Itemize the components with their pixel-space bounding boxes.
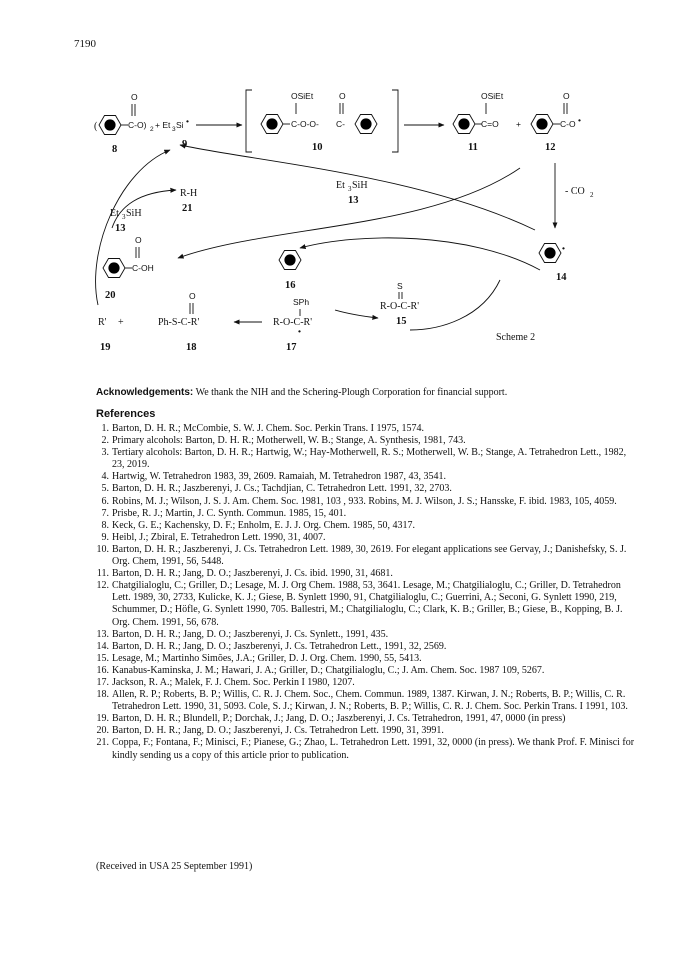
reference-item: 1. Barton, D. H. R.; McCombie, S. W. J. Chem. Soc. Perkin Trans. I 1975, 1574. [101, 423, 424, 434]
osiet3-10: OSiEt [291, 91, 314, 101]
reference-item: 3. Tertiary alcohols: Barton, D. H. R.; Hartwig, W.; Hay-Motherwell, R. S.; Motherwell, W. B.; Stange, A. Tetrahedron Lett., 1982, 23, 2019. [101, 447, 627, 471]
compound-12-label: 12 [545, 142, 556, 153]
arrow-14-to-16 [300, 238, 540, 270]
subscript-3: 3 [172, 126, 176, 133]
ester-fragment-8: C-O) [128, 120, 147, 130]
paren-open: ( [94, 121, 98, 132]
arrow-12-to-20 [178, 168, 520, 258]
scheme-caption: Scheme 2 [496, 332, 536, 343]
benzene-ring-14 [539, 244, 561, 263]
et3sih-left-sub: 3 [122, 213, 126, 221]
reference-item: 11. Barton, D. H. R.; Jang, D. O.; Jaszberenyi, J. Cs. ibid. 1990, 31, 4681. [96, 568, 393, 580]
reference-item: 9. Heibl, J.; Zbiral, E. Tetrahedron Lett. 1990, 31, 4007. [101, 531, 326, 543]
compound-14-label: 14 [556, 272, 567, 283]
plus-et3si: + Et [155, 120, 171, 130]
reference-item: 15. Lesage, M.; Martinho Simões, J.A.; Griller, D. J. Org. Chem. 1990, 55, 5413. [96, 652, 422, 664]
benzene-ring-10b [355, 115, 377, 134]
thioester-18: Ph-S-C-R' [158, 317, 200, 328]
reference-item: 8. Keck, G. E.; Kachensky, D. F.; Enholm, E. J. J. Org. Chem. 1985, 50, 4317. [101, 519, 416, 531]
page-number: 7190 [74, 38, 96, 50]
reference-item: 2. Primary alcohols: Barton, D. H. R.; Motherwell, W. B.; Stange, A. Synthesis, 1981, 743. [101, 435, 466, 447]
et3sih-left: Et [110, 208, 119, 219]
curve-14-to-15 [410, 280, 500, 330]
reference-item: 16. Kanabus-Kaminska, J. M.; Hawari, J. A.; Griller, D.; Chatgilialoglu, C.; J. Am. Chem. Soc. 1987 109, 5267. [96, 664, 545, 676]
carbonyl-o-8: O [131, 92, 138, 102]
minus-co2: - CO [565, 186, 585, 197]
compound-9-label: 9 [182, 139, 188, 150]
sph-17: SPh [293, 297, 310, 307]
radical-dot-17: • [298, 326, 301, 336]
carbonyl-o-10: O [339, 91, 346, 101]
carbonyl-o-20: O [135, 235, 142, 245]
compound-17-label: 17 [286, 342, 297, 353]
benzene-ring-10a [261, 115, 283, 134]
peroxy-chain-10: C-O-O- [291, 119, 319, 129]
xanthate-15: R-O-C-R' [380, 301, 420, 312]
silyl-ketone-11: C=O [481, 119, 499, 129]
benzene-ring-20 [103, 259, 125, 278]
et3sih-mid: Et [336, 180, 345, 191]
radical-dot-12: • [578, 115, 581, 125]
reference-item: 17. Jackson, R. A.; Malek, F. J. Chem. Soc. Perkin I 1980, 1207. [96, 676, 355, 688]
reference-item: 20. Barton, D. H. R.; Jang, D. O.; Jaszberenyi, J. Cs. Tetrahedron Lett. 1990, 31, 3991. [96, 725, 444, 737]
alkyl-radical-19: R' [98, 317, 107, 328]
reaction-scheme [0, 0, 673, 380]
arrow-19-to-9 [96, 150, 170, 305]
compound-21-label: 21 [182, 203, 193, 214]
carbonyl-o-12: O [563, 91, 570, 101]
benzene-ring-8 [99, 116, 121, 135]
carbonyl-c-10: C- [336, 119, 345, 129]
et3sih-mid-sub: 3 [348, 185, 352, 193]
arrow-15-to-17 [335, 310, 378, 318]
compound-19-label: 19 [100, 342, 111, 353]
osiet3-11: OSiEt [481, 91, 504, 101]
et3sih-mid-sih: SiH [352, 180, 368, 191]
acknowledgements-text: We thank the NIH and the Schering-Plough Corporation for financial support. [195, 387, 508, 398]
compound-10-label: 10 [312, 142, 323, 153]
reference-item: 12. Chatgilialoglu, C.; Griller, D.; Lesage, M. J. Org Chem. 1988, 53, 3641. Lesage, M.; Chatgilialoglu, C.; Griller, D. Tetrahedron Lett. 1989, 30, 2733, Kulicke, K. J.; Giese, B. Synlett 1990, 91, Chatgilialoglu, C.; Guerrini, A.; Seconi, G. Synlett 1990, 219, Schummer, D.; Höfle, G. Synlett 1990, 705. Ballestri, M.; Chatgilialoglu, C.; Clark, K. B.; Griller, B.; Giese, B., Kopping, B. J. Org. Chem. 1991, 56, 678. [96, 580, 623, 628]
subscript-2: 2 [150, 126, 154, 133]
radical-dot-14: • [562, 243, 565, 253]
benzene-ring-12 [531, 115, 553, 134]
reference-item: 6. Robins, M. J.; Wilson, J. S. J. Am. Chem. Soc. 1981, 103 , 933. Robins, M. J. Wilson, J. S.; Hansske, F. ibid. 1983, 105, 4059. [101, 495, 617, 507]
reference-item: 13. Barton, D. H. R.; Jang, D. O.; Jaszberenyi, J. Cs. Synlett., 1991, 435. [96, 628, 389, 640]
compound-13-label-mid: 13 [348, 195, 359, 206]
acknowledgements [96, 386, 636, 399]
benzene-ring-16 [279, 251, 301, 270]
carboxylic-acid-20: C-OH [132, 263, 154, 273]
et3sih-left-sih: SiH [126, 208, 142, 219]
reference-item: 14. Barton, D. H. R.; Jang, D. O.; Jaszberenyi, J. Cs. Tetrahedron Lett., 1991, 32, 2569. [96, 640, 447, 652]
co2-subscript: 2 [590, 191, 594, 199]
compound-13-label-left: 13 [115, 223, 126, 234]
reference-item: 7. Prisbe, R. J.; Martin, J. C. Synth. Commun. 1985, 15, 401. [101, 507, 347, 519]
reference-item: 18. Allen, R. P.; Roberts, B. P.; Willis, C. R. J. Chem. Soc., Chem. Commun. 1989, 1387. Kirwan, J. N.; Roberts, B. P.; Willis, C. R. Tetrahedron Lett. 1990, 31, 5093. Cole, S. J.; Kirwan, J. N.; Roberts, B. P.; Willis, C. R. J. Chem. Soc. Perkin Trans. I 1991, 103. [96, 689, 628, 713]
reference-list [96, 423, 636, 762]
carbonyl-o-18: O [189, 291, 196, 301]
plus-19: + [118, 317, 124, 328]
benzene-ring-11 [453, 115, 475, 134]
plus-11: + [516, 119, 521, 129]
compound-18-label: 18 [186, 342, 197, 353]
radical-adduct-17: R-O-C-R' [273, 317, 313, 328]
compound-20-label: 20 [105, 290, 116, 301]
reference-item: 4. Hartwig, W. Tetrahedron 1983, 39, 2609. Ramaiah, M. Tetrahedron 1987, 43, 3541. [101, 471, 447, 483]
compound-8-label: 8 [112, 144, 118, 155]
compound-15-label: 15 [396, 316, 407, 327]
reference-item: 5. Barton, D. H. R.; Jaszberenyi, J. Cs.; Tachdjian, C. Tetrahedron Lett. 1991, 32, 2703. [101, 483, 452, 495]
r-h: R-H [180, 188, 198, 199]
radical-dot-9: • [186, 116, 189, 126]
references-heading: References [96, 408, 156, 420]
compound-11-label: 11 [468, 142, 478, 153]
reference-item: 21. Coppa, F.; Fontana, F.; Minisci, F.; Pianese, G.; Zhao, L. Tetrahedron Lett. 1991, 32, 0000 (in press). We thank Prof. F. Minisci for kindly sending us a copy of this article prior to publication. [96, 737, 635, 761]
thione-s-15: S [397, 281, 403, 291]
acknowledgements-label: Acknowledgements: [96, 387, 194, 398]
silyl-radical: Si [176, 120, 184, 130]
carboxyl-12: C-O [560, 119, 576, 129]
reference-item: 19. Barton, D. H. R.; Blundell, P.; Dorchak, J.; Jang, D. O.; Jaszberenyi, J. Cs. Tetrahedron, 1991, 47, 0000 (in press) [96, 713, 566, 725]
received-date: (Received in USA 25 September 1991) [96, 861, 253, 872]
reference-item: 10. Barton, D. H. R.; Jaszberenyi, J. Cs. Tetrahedron Lett. 1989, 30, 2619. For elegant applications see Gervay, J.; Danishefsky, S. J. Org. Chem, 1991, 56, 5448. [96, 543, 627, 568]
compound-16-label: 16 [285, 280, 296, 291]
